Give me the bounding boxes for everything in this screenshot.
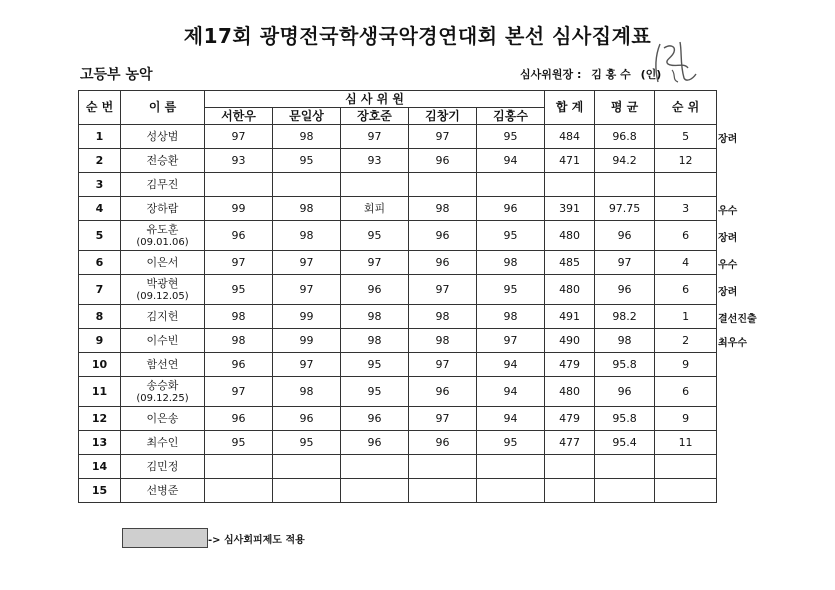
award-note: 결선진출: [718, 313, 757, 325]
cell-total: 480: [545, 377, 595, 407]
cell-total: [545, 173, 595, 197]
cell-judge-score: 98: [341, 305, 409, 329]
cell-judge-score: 96: [409, 251, 477, 275]
cell-total: 480: [545, 275, 595, 305]
cell-judge-score: 96: [409, 377, 477, 407]
cell-name: [121, 221, 205, 251]
cell-total: 471: [545, 149, 595, 173]
cell-no: 13: [79, 431, 121, 455]
cell-judge-score: 98: [409, 305, 477, 329]
participant-name: 이수빈: [146, 334, 179, 347]
cell-judge-score: 94: [477, 377, 545, 407]
cell-rank: [655, 479, 717, 503]
cell-judge-score: 95: [273, 149, 341, 173]
cell-judge-score: 94: [477, 149, 545, 173]
cell-no: 6: [79, 251, 121, 275]
cell-judge-score: 94: [477, 353, 545, 377]
cell-rank: 4: [655, 251, 717, 275]
cell-judge-score: 99: [273, 305, 341, 329]
participant-name: 전승환: [146, 154, 179, 167]
cell-judge-score: 97: [477, 329, 545, 353]
table-row: [79, 149, 717, 173]
cell-rank: 1: [655, 305, 717, 329]
cell-judge-score: 98: [205, 305, 273, 329]
cell-judge-score: 95: [477, 275, 545, 305]
cell-no: 9: [79, 329, 121, 353]
cell-total: 491: [545, 305, 595, 329]
cell-judge-score: 95: [477, 221, 545, 251]
cell-judge-score: 98: [409, 197, 477, 221]
table-row: [79, 455, 717, 479]
participant-dob: (09.12.25): [136, 392, 189, 404]
legend-text: -> 심사회피제도 적용: [208, 535, 305, 546]
head-judge-line: [520, 66, 661, 82]
cell-judge-score: 95: [205, 431, 273, 455]
cell-average: [595, 455, 655, 479]
cell-judge-score: [273, 455, 341, 479]
cell-name: [121, 251, 205, 275]
award-note: 최우수: [718, 337, 747, 349]
participant-name: 선병준: [146, 484, 179, 497]
cell-judge-score: 98: [341, 329, 409, 353]
cell-judge-score: 96: [409, 149, 477, 173]
cell-average: 97.75: [595, 197, 655, 221]
header-average: 평 균: [595, 91, 655, 125]
header-no: 순 번: [79, 91, 121, 125]
cell-judge-score: 96: [205, 221, 273, 251]
cell-judge-score: 97: [273, 275, 341, 305]
cell-judge-score: 97: [409, 353, 477, 377]
cell-judge-score: 95: [341, 353, 409, 377]
cell-judge-score: 96: [205, 353, 273, 377]
cell-rank: 3: [655, 197, 717, 221]
cell-no: 2: [79, 149, 121, 173]
cell-judge-score: 97: [205, 125, 273, 149]
header-judge: 문일상: [273, 108, 341, 125]
cell-name: [121, 431, 205, 455]
cell-total: 479: [545, 353, 595, 377]
cell-rank: 11: [655, 431, 717, 455]
cell-no: 5: [79, 221, 121, 251]
cell-judge-score: [341, 173, 409, 197]
cell-name: [121, 173, 205, 197]
participant-name: 송승화: [146, 378, 179, 392]
table-row: [79, 431, 717, 455]
cell-rank: 6: [655, 275, 717, 305]
cell-no: 3: [79, 173, 121, 197]
cell-judge-score: 94: [477, 407, 545, 431]
cell-judge-score: 98: [273, 197, 341, 221]
cell-judge-score: 96: [409, 431, 477, 455]
page-title: 제17회 광명전국학생국악경연대회 본선 심사집계표: [183, 24, 652, 48]
cell-judge-score: [273, 173, 341, 197]
head-judge-name: 김 홍 수: [591, 68, 631, 81]
participant-name: 이은송: [146, 412, 179, 425]
cell-no: 14: [79, 455, 121, 479]
cell-rank: 5: [655, 125, 717, 149]
cell-name: [121, 197, 205, 221]
cell-judge-score: 97: [273, 251, 341, 275]
cell-name: [121, 377, 205, 407]
cell-average: 94.2: [595, 149, 655, 173]
cell-no: 10: [79, 353, 121, 377]
cell-judge-score: 97: [205, 251, 273, 275]
cell-no: 11: [79, 377, 121, 407]
cell-name: [121, 275, 205, 305]
cell-name: [121, 125, 205, 149]
cell-rank: 6: [655, 377, 717, 407]
table-row: [79, 305, 717, 329]
cell-judge-score: 99: [205, 197, 273, 221]
cell-average: 96: [595, 275, 655, 305]
cell-judge-score: [409, 173, 477, 197]
cell-judge-score: [409, 455, 477, 479]
table-row: [79, 377, 717, 407]
participant-name: 함선연: [146, 358, 179, 371]
participant-name: 성상범: [146, 130, 179, 143]
cell-judge-score: 95: [477, 125, 545, 149]
cell-total: 484: [545, 125, 595, 149]
cell-total: 477: [545, 431, 595, 455]
cell-name: [121, 479, 205, 503]
cell-judge-score: 95: [205, 275, 273, 305]
cell-no: 12: [79, 407, 121, 431]
cell-average: 95.8: [595, 407, 655, 431]
score-table: [78, 90, 717, 503]
award-note: 우수: [718, 205, 738, 217]
cell-rank: 6: [655, 221, 717, 251]
cell-total: [545, 479, 595, 503]
participant-name: 김지헌: [146, 310, 179, 323]
table-row: [79, 479, 717, 503]
participant-name: 장하람: [146, 202, 179, 215]
cell-judge-score: 96: [205, 407, 273, 431]
participant-name: 이은서: [146, 256, 179, 269]
cell-judge-score: 96: [341, 407, 409, 431]
table-row: [79, 329, 717, 353]
cell-judge-score: [477, 455, 545, 479]
cell-judge-score: 95: [477, 431, 545, 455]
header-judge: 김창기: [409, 108, 477, 125]
header-judge: 서한우: [205, 108, 273, 125]
award-note: 장려: [718, 286, 738, 298]
participant-name: 박광현: [146, 276, 179, 290]
cell-name: [121, 407, 205, 431]
header-rank: 순 위: [655, 91, 717, 125]
header-name: 이 름: [121, 91, 205, 125]
cell-no: 8: [79, 305, 121, 329]
cell-rank: 12: [655, 149, 717, 173]
cell-judge-score: 95: [341, 377, 409, 407]
cell-judge-score: [205, 173, 273, 197]
table-row: [79, 251, 717, 275]
cell-rank: 2: [655, 329, 717, 353]
cell-judge-score: 98: [205, 329, 273, 353]
table-row: [79, 125, 717, 149]
participant-name: 유도훈: [146, 222, 179, 236]
cell-judge-score: 98: [477, 305, 545, 329]
cell-average: 97: [595, 251, 655, 275]
cell-judge-score: 98: [477, 251, 545, 275]
award-note: 장려: [718, 133, 738, 145]
cell-judge-score: [477, 173, 545, 197]
legend-swatch: [122, 528, 208, 548]
cell-judge-score: 97: [341, 125, 409, 149]
cell-judge-score: 96: [477, 197, 545, 221]
cell-judge-score: 97: [409, 275, 477, 305]
cell-name: [121, 305, 205, 329]
cell-no: 15: [79, 479, 121, 503]
cell-total: 490: [545, 329, 595, 353]
award-note: 우수: [718, 259, 738, 271]
cell-average: 98.2: [595, 305, 655, 329]
cell-average: 96.8: [595, 125, 655, 149]
cell-name: [121, 149, 205, 173]
cell-average: 96: [595, 377, 655, 407]
cell-judge-score: 95: [273, 431, 341, 455]
participant-name: 최수인: [146, 436, 179, 449]
table-row: [79, 275, 717, 305]
participant-name: 김무진: [146, 178, 179, 191]
cell-average: [595, 479, 655, 503]
cell-judge-score: 98: [273, 221, 341, 251]
table-row: [79, 407, 717, 431]
header-total: 합 계: [545, 91, 595, 125]
cell-average: 96: [595, 221, 655, 251]
cell-judge-score: 95: [341, 221, 409, 251]
table-row: [79, 173, 717, 197]
cell-total: 391: [545, 197, 595, 221]
cell-judge-score: [341, 455, 409, 479]
cell-average: 95.4: [595, 431, 655, 455]
cell-total: 480: [545, 221, 595, 251]
participant-dob: (09.01.06): [136, 236, 189, 248]
division-label: 고등부 농악: [80, 67, 153, 83]
cell-total: 485: [545, 251, 595, 275]
cell-judge-score: 98: [409, 329, 477, 353]
cell-judge-score: 96: [273, 407, 341, 431]
cell-judge-score: [273, 479, 341, 503]
cell-rank: [655, 173, 717, 197]
head-judge-label: 심사위원장 :: [520, 68, 582, 81]
table-row: [79, 197, 717, 221]
cell-average: 98: [595, 329, 655, 353]
participant-name: 김민정: [146, 460, 179, 473]
cell-judge-score: [409, 479, 477, 503]
header-judges-group: 심 사 위 원: [205, 91, 545, 108]
table-row: [79, 353, 717, 377]
head-judge-seal: (인): [640, 68, 662, 81]
table-row: [79, 221, 717, 251]
cell-rank: 9: [655, 407, 717, 431]
score-table-body: [79, 125, 717, 503]
header-judge: 김홍수: [477, 108, 545, 125]
cell-judge-score: 98: [273, 125, 341, 149]
cell-judge-score: 97: [409, 407, 477, 431]
cell-judge-score: 97: [205, 377, 273, 407]
handwritten-signature: [650, 38, 700, 86]
cell-no: 7: [79, 275, 121, 305]
cell-judge-score: [205, 479, 273, 503]
cell-judge-score: [205, 455, 273, 479]
cell-total: 479: [545, 407, 595, 431]
cell-no: 1: [79, 125, 121, 149]
cell-total: [545, 455, 595, 479]
cell-judge-score: 96: [409, 221, 477, 251]
cell-judge-score: 96: [341, 275, 409, 305]
header-judge: 장호준: [341, 108, 409, 125]
cell-judge-score: [477, 479, 545, 503]
cell-judge-score: 93: [205, 149, 273, 173]
cell-no: 4: [79, 197, 121, 221]
cell-judge-score: [341, 479, 409, 503]
cell-name: [121, 329, 205, 353]
cell-name: [121, 353, 205, 377]
award-note: 장려: [718, 232, 738, 244]
cell-judge-score: 99: [273, 329, 341, 353]
cell-average: 95.8: [595, 353, 655, 377]
cell-judge-score: 96: [341, 431, 409, 455]
cell-judge-score: 97: [341, 251, 409, 275]
cell-judge-score: 회피: [341, 197, 409, 221]
cell-judge-score: 97: [409, 125, 477, 149]
cell-judge-score: 97: [273, 353, 341, 377]
cell-average: [595, 173, 655, 197]
cell-name: [121, 455, 205, 479]
cell-rank: 9: [655, 353, 717, 377]
cell-judge-score: 93: [341, 149, 409, 173]
participant-dob: (09.12.05): [136, 290, 189, 302]
cell-rank: [655, 455, 717, 479]
cell-judge-score: 98: [273, 377, 341, 407]
